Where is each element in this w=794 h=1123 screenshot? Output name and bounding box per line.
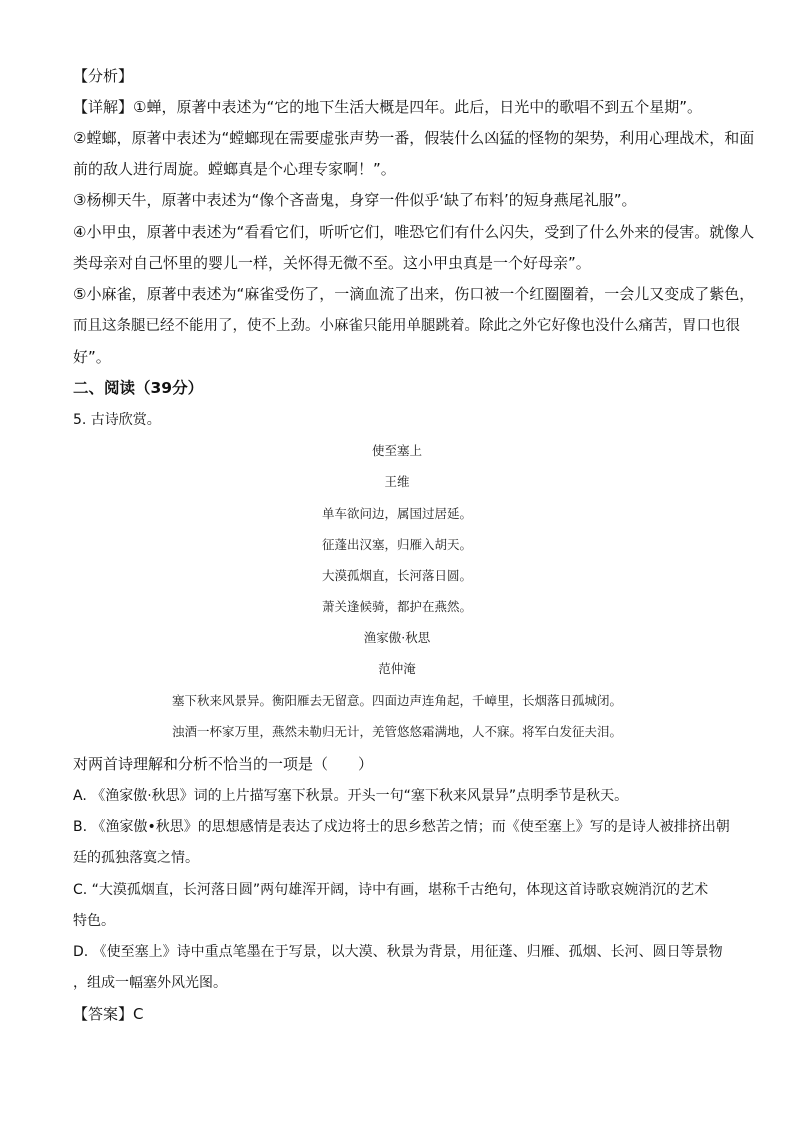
option-c-line-1: C. “大漠孤烟直，长河落日圆”两句雄浑开阔，诗中有画，堪称千古绝句，体现这首诗歌哀婉消沉的艺术 (73, 882, 709, 898)
poem2-line-1: 塞下秋来风景异。衡阳雁去无留意。四面边声连角起，千嶂里，长烟落日孤城闭。 (171, 693, 622, 708)
option-b-line-2: 廷的孤独落寞之情。 (73, 850, 199, 866)
poem1-line-4: 萧关逢候骑，都护在燕然。 (321, 599, 472, 614)
question-prompt: 对两首诗理解和分析不恰当的一项是（ ） (73, 755, 374, 773)
analysis-label: 【分析】 (73, 67, 134, 85)
detail-line-1: 【详解】①蝉，原著中表述为“它的地下生活大概是四年。此后，日光中的歌唱不到五个星期”。 (73, 98, 702, 116)
detail-line-8: 而且这条腿已经不能用了，使不上劲。小麻雀只能用单腿跳着。除此之外它好像也没什么痛苦，胃口也很 (73, 318, 740, 334)
poem2-author: 范仲淹 (378, 661, 416, 676)
poem2-title: 渔家傲·秋思 (363, 630, 431, 645)
detail-line-6: 类母亲对自己怀里的婴儿一样，关怀得无微不至。这小甲虫真是一个好母亲”。 (73, 254, 591, 272)
section-title: 二、阅读（39分） (73, 379, 204, 397)
detail-line-3: 前的敌人进行周旋。螳螂真是个心理专家啊！”。 (73, 160, 396, 178)
poem1-author: 王维 (384, 474, 410, 489)
answer-label: 【答案】C (73, 1005, 144, 1023)
option-d-line-2: ，组成一幅塞外风光图。 (73, 975, 227, 991)
detail-line-9: 好”。 (73, 348, 111, 366)
question-number-title: 5. 古诗欣赏。 (73, 412, 161, 428)
option-b-line-1: B. 《渔家傲•秋思》的思想感情是表达了戍边将士的思乡愁苦之情；而《使至塞上》写的是诗人被排挤出朝 (73, 819, 730, 835)
poem1-line-3: 大漠孤烟直，长河落日圆。 (321, 568, 472, 583)
poem1-line-2: 征蓬出汉塞，归雁入胡天。 (321, 537, 472, 552)
detail-line-7: ⑤小麻雀，原著中表述为“麻雀受伤了，一滴血流了出来，伤口被一个红圈圈着，一会儿又变成了紫色， (73, 285, 755, 303)
poem1-line-1: 单车欲问边，属国过居延。 (321, 506, 472, 521)
detail-line-4: ③杨柳天牛，原著中表述为“像个吝啬鬼，身穿一件似乎‘缺了布料’的短身燕尾礼服”。 (73, 191, 637, 209)
poem1-title: 使至塞上 (371, 443, 422, 458)
detail-line-5: ④小甲虫，原著中表述为“看看它们，听听它们，唯恐它们有什么闪失，受到了什么外来的侵害。就像人 (73, 223, 755, 241)
option-d-line-1: D. 《使至塞上》诗中重点笔墨在于写景，以大漠、秋景为背景，用征蓬、归雁、孤烟、长河、圆日等景物 (73, 944, 723, 960)
poem2-line-2: 浊酒一杯家万里，燕然未勒归无计，羌管悠悠霜满地，人不寐。将军白发征夫泪。 (171, 724, 622, 739)
option-c-line-2: 特色。 (73, 913, 115, 929)
detail-line-2: ②螳螂，原著中表述为“螳螂现在需要虚张声势一番，假装什么凶猛的怪物的架势，利用心理战术，和面 (73, 129, 755, 147)
option-a: A. 《渔家傲·秋思》词的上片描写塞下秋景。开头一句“塞下秋来风景异”点明季节是秋天。 (73, 788, 629, 804)
